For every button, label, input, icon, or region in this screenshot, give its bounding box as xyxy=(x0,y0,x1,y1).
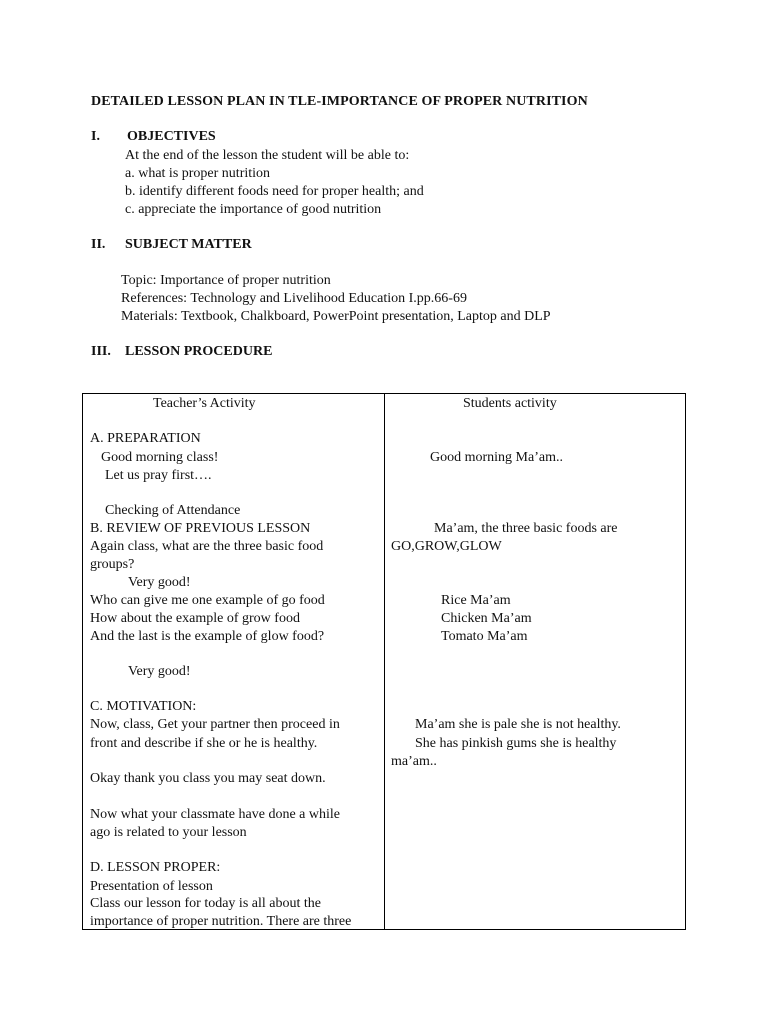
objectives-intro: At the end of the lesson the student will be able to: xyxy=(125,148,410,163)
subject-references: References: Technology and Livelihood Education I.pp.66-69 xyxy=(121,291,467,306)
student-line: GO,GROW,GLOW xyxy=(391,539,502,554)
teacher-line: Class our lesson for today is all about the xyxy=(90,896,321,911)
section-number: II. xyxy=(91,237,106,252)
student-column-header: Students activity xyxy=(463,396,557,411)
section-title: LESSON PROCEDURE xyxy=(125,344,273,359)
teacher-line: ago is related to your lesson xyxy=(90,825,247,840)
objective-item: b. identify different foods need for proper health; and xyxy=(125,184,424,199)
teacher-line: Presentation of lesson xyxy=(90,879,213,894)
teacher-line: Who can give me one example of go food xyxy=(90,593,325,608)
section-number: III. xyxy=(91,344,111,359)
subject-matter-heading xyxy=(91,237,252,253)
teacher-line: Again class, what are the three basic food xyxy=(90,539,324,554)
teacher-line: groups? xyxy=(90,557,135,572)
teacher-line: Very good! xyxy=(128,575,191,590)
teacher-line: And the last is the example of glow food? xyxy=(90,629,325,644)
teacher-line: Now what your classmate have done a while xyxy=(90,807,340,822)
teacher-line: A. PREPARATION xyxy=(90,431,201,446)
student-line: Ma’am, the three basic foods are xyxy=(434,521,618,536)
student-line: She has pinkish gums she is healthy xyxy=(415,736,617,751)
teacher-line: front and describe if she or he is healthy. xyxy=(90,736,318,751)
lesson-procedure-table xyxy=(82,393,686,930)
student-line: Ma’am she is pale she is not healthy. xyxy=(415,717,621,732)
teacher-line: Now, class, Get your partner then proceed in xyxy=(90,717,340,732)
student-line: ma’am.. xyxy=(391,754,437,769)
objectives-heading xyxy=(91,129,216,145)
student-activity-cell xyxy=(385,394,686,930)
teacher-line: Good morning class! xyxy=(101,450,219,465)
teacher-line: Let us pray first…. xyxy=(105,468,212,483)
teacher-line: Checking of Attendance xyxy=(105,503,241,518)
table-row xyxy=(83,394,686,930)
student-line: Good morning Ma’am.. xyxy=(430,450,563,465)
teacher-activity-cell xyxy=(83,394,385,930)
subject-materials: Materials: Textbook, Chalkboard, PowerPoint presentation, Laptop and DLP xyxy=(121,309,551,324)
teacher-line: Okay thank you class you may seat down. xyxy=(90,771,326,786)
teacher-line: D. LESSON PROPER: xyxy=(90,860,221,875)
teacher-line: importance of proper nutrition. There are three xyxy=(90,914,352,929)
student-line: Rice Ma’am xyxy=(441,593,511,608)
procedure-heading xyxy=(91,344,272,360)
objective-item: a. what is proper nutrition xyxy=(125,166,271,181)
student-line: Tomato Ma’am xyxy=(441,629,528,644)
student-line: Chicken Ma’am xyxy=(441,611,532,626)
teacher-line: Very good! xyxy=(128,664,191,679)
document-title: DETAILED LESSON PLAN IN TLE-IMPORTANCE OF PROPER NUTRITION xyxy=(91,94,588,109)
teacher-line: How about the example of grow food xyxy=(90,611,300,626)
objective-item: c. appreciate the importance of good nutrition xyxy=(125,202,382,217)
teacher-line: B. REVIEW OF PREVIOUS LESSON xyxy=(90,521,311,536)
section-title: SUBJECT MATTER xyxy=(125,237,252,252)
section-number: I. xyxy=(91,129,100,144)
subject-topic: Topic: Importance of proper nutrition xyxy=(121,273,331,288)
section-title: OBJECTIVES xyxy=(127,129,216,144)
teacher-line: C. MOTIVATION: xyxy=(90,699,197,714)
teacher-column-header: Teacher’s Activity xyxy=(153,396,256,411)
